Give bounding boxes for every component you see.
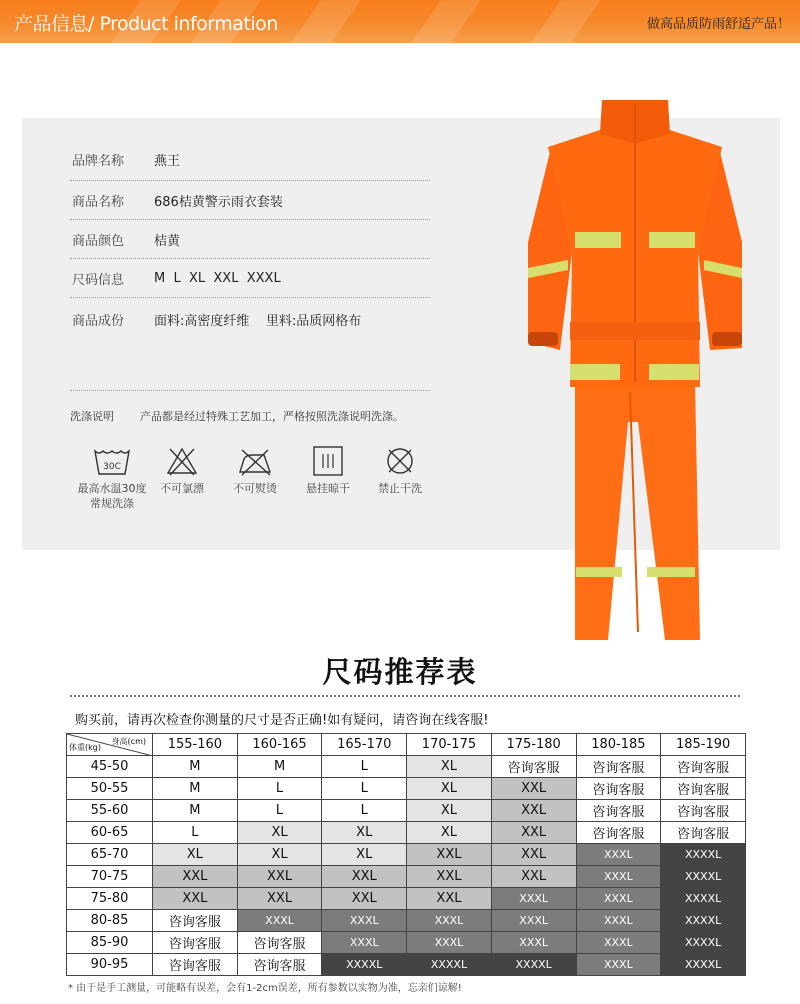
weight-cell: 90-95 [67, 954, 153, 976]
size-cell: XL [237, 844, 322, 866]
info-label: 商品颜色 [72, 233, 125, 249]
size-footnote: * 由于是手工测量，可能略有误差，会有1-2cm误差，所有参数以实物为准，忘亲们谅解! [68, 983, 462, 994]
no-dry-clean-icon [384, 445, 416, 477]
size-cell: L [322, 778, 407, 800]
size-cell: 咨询客服 [661, 800, 746, 822]
size-cell: XL [407, 778, 492, 800]
care-label: 最高水温30度 [77, 482, 147, 495]
size-cell: XXXXL [661, 844, 746, 866]
info-label: 商品名称 [72, 194, 125, 210]
size-cell: L [237, 800, 322, 822]
reflective-strip [570, 364, 620, 380]
size-cell: XXL [407, 844, 492, 866]
info-value: 燕王 [154, 153, 181, 169]
size-cell: XXXXL [661, 932, 746, 954]
size-cell: 咨询客服 [661, 778, 746, 800]
height-header-cell: 185-190 [661, 734, 746, 756]
weight-cell: 65-70 [67, 844, 153, 866]
size-cell: L [153, 822, 238, 844]
wash-temp-label: 30C [103, 462, 121, 472]
size-table [66, 733, 746, 976]
height-header-cell: 155-160 [153, 734, 238, 756]
size-cell: XXXXL [661, 888, 746, 910]
size-table-row [67, 954, 746, 976]
height-header-cell: 170-175 [407, 734, 492, 756]
size-cell: 咨询客服 [661, 756, 746, 778]
size-cell: M [153, 756, 238, 778]
info-value: M L XL XXL XXXL [154, 270, 281, 286]
size-cell: XXXL [491, 910, 576, 932]
size-cell: XL [407, 800, 492, 822]
size-cell: XL [407, 756, 492, 778]
care-item [370, 445, 430, 496]
section-title: 产品信息/ Product information [14, 13, 278, 35]
weight-cell: 75-80 [67, 888, 153, 910]
size-cell: XXXL [491, 932, 576, 954]
wash-30-icon [93, 445, 131, 477]
weight-cell: 50-55 [67, 778, 153, 800]
size-table-row [67, 866, 746, 888]
size-cell: XXL [491, 844, 576, 866]
raincoat-suit-image [520, 92, 750, 642]
header-bar [0, 0, 800, 43]
size-cell: XXXL [576, 866, 661, 888]
size-table-row [67, 932, 746, 954]
size-cell: 咨询客服 [576, 778, 661, 800]
size-cell: XXL [237, 888, 322, 910]
size-table-row [67, 778, 746, 800]
info-label: 品牌名称 [72, 153, 125, 169]
weight-axis-label: 体重(kg) [69, 743, 101, 752]
weight-cell: 70-75 [67, 866, 153, 888]
header-slogan: 做高品质防雨舒适产品！ [646, 17, 790, 32]
size-cell: XXL [491, 800, 576, 822]
info-value: 桔黄 [154, 233, 181, 249]
height-header-cell: 180-185 [576, 734, 661, 756]
size-cell: M [153, 800, 238, 822]
size-cell: XXXXL [661, 954, 746, 976]
divider [70, 390, 430, 391]
size-cell: 咨询客服 [576, 800, 661, 822]
size-cell: XXL [491, 822, 576, 844]
size-table-row [67, 756, 746, 778]
height-header-cell: 165-170 [322, 734, 407, 756]
size-cell: XXXL [322, 932, 407, 954]
wash-title: 洗涤说明 [70, 410, 114, 423]
height-header-cell: 175-180 [491, 734, 576, 756]
size-cell: 咨询客服 [576, 756, 661, 778]
hang-dry-icon [312, 445, 344, 477]
reflective-strip [649, 364, 699, 380]
size-table-row [67, 822, 746, 844]
size-cell: XXL [407, 888, 492, 910]
size-cell: XXXL [491, 888, 576, 910]
info-value: 面料:高密度纤维 里料:品质网格布 [154, 313, 362, 329]
size-cell: XXXL [576, 844, 661, 866]
care-label: 不可氯漂 [160, 482, 204, 495]
info-row-brand [72, 148, 180, 170]
size-table-row [67, 910, 746, 932]
divider [70, 180, 430, 181]
size-cell: L [322, 800, 407, 822]
size-cell: XL [153, 844, 238, 866]
reflective-strip [575, 232, 621, 248]
size-cell: XXXL [322, 910, 407, 932]
size-cell: XL [322, 844, 407, 866]
care-label: 不可熨烫 [233, 482, 277, 495]
care-label-line2: 常规洗涤 [90, 497, 134, 510]
height-axis-label: 身高(cm) [111, 737, 146, 746]
size-cell: XXXXL [407, 954, 492, 976]
size-chart-title: 尺码推荐表 [322, 655, 478, 689]
info-value: 686桔黄警示雨衣套装 [154, 194, 283, 210]
size-cell: XXL [153, 888, 238, 910]
size-cell: XXXXL [322, 954, 407, 976]
height-header-cell: 160-165 [237, 734, 322, 756]
size-cell: XXXXL [661, 866, 746, 888]
size-cell: M [237, 756, 322, 778]
size-table-row [67, 888, 746, 910]
info-label: 尺码信息 [72, 272, 125, 288]
weight-cell: 80-85 [67, 910, 153, 932]
care-item [225, 445, 285, 496]
size-cell: XXXL [237, 910, 322, 932]
size-cell: XXL [322, 888, 407, 910]
size-cell: 咨询客服 [237, 932, 322, 954]
size-cell: XXL [153, 866, 238, 888]
size-cell: XXL [491, 778, 576, 800]
size-cell: 咨询客服 [153, 932, 238, 954]
divider [70, 695, 740, 697]
care-item [152, 445, 212, 496]
size-cell: 咨询客服 [491, 756, 576, 778]
size-cell: XL [322, 822, 407, 844]
info-row-color [72, 228, 180, 250]
size-cell: 咨询客服 [661, 822, 746, 844]
size-cell: XXXL [576, 932, 661, 954]
size-cell: XXXL [407, 910, 492, 932]
size-table-corner [67, 734, 153, 756]
size-cell: M [153, 778, 238, 800]
size-cell: XXL [322, 866, 407, 888]
info-label: 商品成份 [72, 313, 125, 329]
weight-cell: 60-65 [67, 822, 153, 844]
size-cell: XXXL [576, 954, 661, 976]
no-iron-icon [236, 445, 274, 477]
size-cell: XXL [491, 866, 576, 888]
size-cell: XXXXL [661, 910, 746, 932]
wash-description: 产品都是经过特殊工艺加工，严格按照洗涤说明洗涤。 [140, 410, 404, 423]
size-cell: XL [237, 822, 322, 844]
no-bleach-icon [166, 445, 198, 477]
reflective-strip [576, 567, 622, 577]
size-notice: 购买前，请再次检查你测量的尺寸是否正确!如有疑问，请咨询在线客服! [75, 713, 489, 728]
size-cell: 咨询客服 [153, 954, 238, 976]
header-stripe [512, 0, 608, 43]
reflective-strip [649, 232, 695, 248]
size-cell: XXXXL [491, 954, 576, 976]
size-cell: L [322, 756, 407, 778]
size-table-row [67, 844, 746, 866]
size-cell: 咨询客服 [237, 954, 322, 976]
info-row-material [72, 308, 361, 330]
header-stripe [392, 0, 488, 43]
size-cell: XXXL [407, 932, 492, 954]
size-cell: XXXL [576, 910, 661, 932]
divider [70, 297, 430, 298]
weight-cell: 45-50 [67, 756, 153, 778]
info-row-sizes [72, 267, 281, 289]
size-cell: XXL [407, 866, 492, 888]
size-cell: XXXL [576, 888, 661, 910]
header-stripe [272, 0, 368, 43]
care-label: 禁止干洗 [378, 482, 422, 495]
size-cell: L [237, 778, 322, 800]
weight-cell: 55-60 [67, 800, 153, 822]
info-row-name [72, 189, 283, 211]
weight-cell: 85-90 [67, 932, 153, 954]
care-label: 悬挂晾干 [306, 482, 350, 495]
size-cell: 咨询客服 [576, 822, 661, 844]
size-cell: XXL [237, 866, 322, 888]
size-table-header-row [67, 734, 746, 756]
reflective-strip [647, 567, 695, 577]
care-item [298, 445, 358, 496]
size-cell: 咨询客服 [153, 910, 238, 932]
care-item [70, 445, 154, 511]
size-cell: XL [407, 822, 492, 844]
divider [70, 258, 430, 259]
size-table-row [67, 800, 746, 822]
divider [70, 219, 430, 220]
